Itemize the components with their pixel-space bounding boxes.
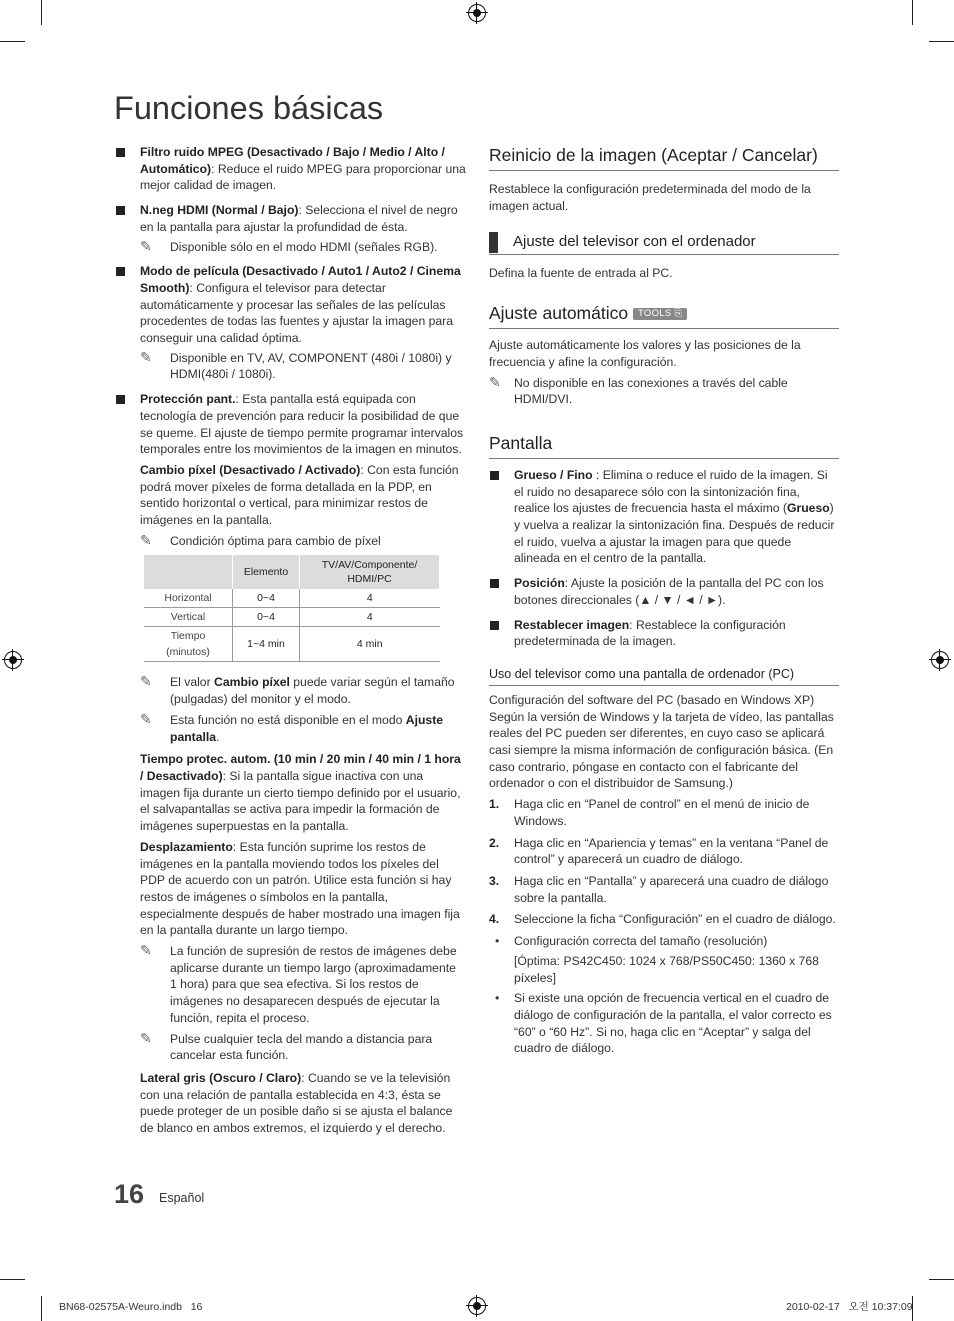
list-item: • Configuración correcta del tamaño (resolución) [495, 934, 768, 949]
note: ✎ No disponible en las conexiones a través del cable HDMI/DVI. [489, 373, 788, 407]
print-date: 2010-02-17 오전 10:37:09 [786, 1301, 913, 1313]
crop-mark [929, 41, 954, 42]
list-item: 2. Haga clic en “Apariencia y temas” en la ventana “Panel de control” y aparecerá un cuadro de diálogo. [489, 835, 829, 867]
list-item: 1. Haga clic en “Panel de control” en el menú de inicio de Windows. [489, 797, 810, 828]
pencil-note-icon: ✎ [489, 373, 501, 390]
table-header: TV/AV/Componente/ HDMI/PC [300, 555, 440, 589]
left-column: Filtro ruido MPEG (Desactivado / Bajo / Medio / Alto / Automático): Reduce el ruido MPEG para proporcionar una mejor calidad de imagen. N.neg HDMI (Normal / Bajo): Selecciona el nivel de negro en la pantalla para ajustar la profundidad de ésta. ✎ Disponible sólo en el modo HDMI (señales RGB). Modo de película (Desactivado / Auto1 / Auto2 / Cinema Smooth): Configura el televisor para detectar automáticamente y procesar las señales de las películas procedentes de todas las fuentes y ajustar la imagen para conseguir una calidad óptima. ✎ Disponible en TV, AV, COMPONENT (480i / 1080i) y HDMI(480i / 1080i). Protección pant.: Esta pantalla está equipada con tecnología de prevención para reducir la posibilidad de que se queme. El ajuste de tiempo permite programar intervalos temporales entre los movimientos de la imagen en minutos. Cambio píxel (Desactivado / Activado): Con esta función podrá mover píxeles de forma detallada en la PDP, en sentido horizontal o vertical, para minimizar restos de imágenes en la pantalla. ✎ Condición óptima para cambio de píxel Elemento TV/AV/Componente/ HDMI/PC Horizontal 0~4 4 Vertical 0~4 4 Tiempo (minutos) 1~4 min 4 min ✎ El valor Cambio píxel puede variar según el tamaño (pulgadas) del monitor y el modo. ✎ Esta función no está disponible en el modo Ajuste pantalla. Tiempo protec. autom. (10 min / 20 min / 40 min / 1 hora / Desactivado): Si la pantalla sigue inactiva con una imagen fija durante un cierto tiempo definido por el usuario, el salvapantallas se activa para impedir la formación de imágenes superpuestas en la pantalla. Desplazamiento: Esta función suprime los restos de imágenes en la pantalla moviendo todos los píxeles del PDP de acuerdo con un patrón. Utilice esta función si hay restos de imágenes o símbolos en la pantalla, especialmente después de haber mostrado una imagen fija en la pantalla durante un largo tiempo. ✎ La función de supresión de restos de imágenes debe aplicarse durante un tiempo largo (aproximadamente 1 hora) para que sea efectiva. Si los restos de imágenes no desaparecen después de ejecutar la función, repita el proceso. ✎ Pulse cualquier tecla del mando a distancia para cancelar esta función. Lateral gris (Oscuro / Claro): Cuando se ve la televisión con una relación de pantalla establecida en 4:3, ésta se puede proteger de un posible daño si se ajusta el balance de blanco en ambos extremos, el izquierdo y el derecho. [115, 144, 466, 1141]
list-item: Grueso / Fino : Elimina o reduce el ruido de la imagen. Si el ruido no desaparece sólo con la sintonización fina, realice los ajustes de frecuencia hasta el máximo (Grueso) y vuelva a realizar la sintonización fina. Después de reducir el ruido, vuelva a ajustar la imagen para que quede alineada en el centro de la pantalla. [489, 467, 839, 567]
section-heading-reinicio: Reinicio de la imagen (Aceptar / Cancelar) [489, 144, 839, 171]
bullet-square-icon [116, 148, 125, 157]
tools-button-icon: TOOLS ⎘ [633, 308, 687, 320]
pencil-note-icon: ✎ [140, 710, 152, 727]
registration-mark-icon [468, 1297, 486, 1315]
list-item: Filtro ruido MPEG (Desactivado / Bajo / Medio / Alto / Automático): Reduce el ruido MPEG para proporcionar una mejor calidad de imagen. [115, 144, 466, 194]
list-item: N.neg HDMI (Normal / Bajo): Selecciona el nivel de negro en la pantalla para ajustar la profundidad de ésta. ✎ Disponible sólo en el modo HDMI (señales RGB). [115, 202, 466, 255]
note: ✎ Condición óptima para cambio de píxel [140, 531, 381, 548]
crop-mark [0, 41, 25, 42]
crop-mark [912, 0, 913, 25]
note: ✎ Pulse cualquier tecla del mando a distancia para cancelar esta función. [140, 1029, 433, 1063]
section-heading-ajuste-pc: Ajuste del televisor con el ordenador [489, 232, 839, 255]
list-item: Protección pant.: Esta pantalla está equipada con tecnología de prevención para reducir la posibilidad de que se queme. El ajuste de tiempo permite programar intervalos temporales entre los movimientos de la imagen en minutos. Cambio píxel (Desactivado / Activado): Con esta función podrá mover píxeles de forma detallada en la PDP, en sentido horizontal o vertical, para minimizar restos de imágenes en la pantalla. ✎ Condición óptima para cambio de píxel [115, 391, 466, 549]
table-row: Vertical 0~4 4 [144, 608, 440, 627]
registration-mark-icon [931, 651, 949, 669]
list-item: 3. Haga clic en “Pantalla” y aparecerá una cuadro de diálogo sobre la pantalla. [489, 873, 829, 905]
list-item: 4. Seleccione la ficha “Configuración” en el cuadro de diálogo. [489, 912, 836, 927]
page-language: Español [159, 1191, 205, 1205]
note: ✎ El valor Cambio píxel puede variar según el tamaño (pulgadas) del monitor y el modo. [140, 673, 455, 707]
bullet-square-icon [490, 579, 499, 588]
registration-mark-icon [4, 651, 22, 669]
bullet-dot-icon: • [495, 934, 500, 949]
table-row: Tiempo (minutos) 1~4 min 4 min [144, 627, 440, 662]
note: ✎ Esta función no está disponible en el modo Ajuste pantalla. [140, 710, 444, 744]
crop-mark [0, 1279, 25, 1280]
resolution-detail: [Óptima: PS42C450: 1024 x 768/PS50C450: 1360 x 768 píxeles] [514, 953, 819, 985]
pencil-note-icon: ✎ [140, 237, 152, 254]
pencil-note-icon: ✎ [140, 1029, 152, 1046]
section-heading-uso-pc: Uso del televisor como una pantalla de ordenador (PC) [489, 666, 839, 686]
pencil-note-icon: ✎ [140, 942, 152, 959]
bullet-square-icon [116, 395, 125, 404]
section-heading-pantalla: Pantalla [489, 432, 839, 459]
page-title: Funciones básicas [114, 90, 384, 126]
list-item: Posición: Ajuste la posición de la pantalla del PC con los botones direccionales (▲ / ▼ / ◄ / ►). [489, 575, 839, 608]
bullet-square-icon [490, 471, 499, 480]
crop-mark [929, 1279, 954, 1280]
table-header [144, 555, 233, 589]
note: ✎ Disponible sólo en el modo HDMI (señales RGB). [140, 237, 438, 254]
table-row: Horizontal 0~4 4 [144, 589, 440, 608]
list-item: • Si existe una opción de frecuencia vertical en el cuadro de diálogo de configuración de la pantalla, el valor correcto es “60” o “60 Hz”. Si no, haga clic en “Aceptar” y salga del cuadro de diálogo. [495, 991, 832, 1056]
registration-mark-icon [468, 4, 486, 22]
page-number: 16 [114, 1179, 145, 1209]
file-info: BN68-02575A-Weuro.indb 16 [59, 1301, 203, 1313]
pencil-note-icon: ✎ [140, 348, 152, 365]
table-header: Elemento [233, 555, 300, 589]
section-heading-ajuste-automatico: Ajuste automático TOOLS ⎘ [489, 302, 839, 329]
pencil-note-icon: ✎ [140, 531, 152, 548]
bullet-square-icon [116, 267, 125, 276]
crop-mark [41, 1296, 42, 1321]
heading-bar-icon [489, 232, 498, 253]
note: ✎ La función de supresión de restos de imágenes debe aplicarse durante un tiempo largo (aproximadamente 1 hora) para que sea efectiva. Si los restos de imágenes no desaparecen después de ejecutar la función, repita el proceso. [140, 942, 457, 1025]
bullet-square-icon [490, 621, 499, 630]
pencil-note-icon: ✎ [140, 673, 152, 690]
crop-mark [41, 0, 42, 25]
bullet-dot-icon: • [495, 991, 500, 1006]
list-item: Modo de película (Desactivado / Auto1 / Auto2 / Cinema Smooth): Configura el televisor para detectar automáticamente y procesar las señales de las películas procedentes de todas las fuentes y ajustar la imagen para conseguir una calidad óptima. ✎ Disponible en TV, AV, COMPONENT (480i / 1080i) y HDMI(480i / 1080i). [115, 263, 466, 383]
bullet-square-icon [116, 206, 125, 215]
pixel-shift-table [144, 555, 440, 662]
right-column: Reinicio de la imagen (Aceptar / Cancelar) Restablece la configuración predeterminada del modo de la imagen actual. Ajuste del televisor con el ordenador Defina la fuente de entrada al PC. Ajuste automático TOOLS ⎘ Ajuste automáticamente los valores y las posiciones de la frecuencia y afine la configuración. ✎ No disponible en las conexiones a través del cable HDMI/DVI. Pantalla Grueso / Fino : Elimina o reduce el ruido de la imagen. Si el ruido no desaparece sólo con la sintonización fina, realice los ajustes de frecuencia hasta el máximo (Grueso) y vuelva a realizar la sintonización fina. Después de reducir el ruido, vuelva a ajustar la imagen para que quede alineada en el centro de la pantalla. Posición: Ajuste la posición de la pantalla del PC con los botones direccionales (▲ / ▼ / ◄ / ►). Restablecer imagen: Restablece la configuración predeterminada de la imagen. Uso del televisor como una pantalla de ordenador (PC) Configuración del software del PC (basado en Windows XP) Según la versión de Windows y la tarjeta de vídeo, las pantallas reales del PC pueden ser diferentes, en cuyo caso se aplicará casi siempre la misma información de configuración básica. (En caso contrario, póngase en contacto con el fabricante del ordenador o con el distribuidor de Samsung.) 1. Haga clic en “Panel de control” en el menú de inicio de Windows. 2. Haga clic en “Apariencia y temas” en la ventana “Panel de control” y aparecerá un cuadro de diálogo. 3. Haga clic en “Pantalla” y aparecerá una cuadro de diálogo sobre la pantalla. 4. Seleccione la ficha “Configuración” en el cuadro de diálogo. • Configuración correcta del tamaño (resolución) [Óptima: PS42C450: 1024 x 768/PS50C450: 1360 x 768 píxeles] • Si existe una opción de frecuencia vertical en el cuadro de diálogo de configuración de la pantalla, el valor correcto es “60” o “60 Hz”. Si no, haga clic en “Aceptar” y salga del cuadro de diálogo. [489, 144, 839, 1060]
list-item: Restablecer imagen: Restablece la configuración predeterminada de la imagen. [489, 617, 839, 650]
note: ✎ Disponible en TV, AV, COMPONENT (480i / 1080i) y HDMI(480i / 1080i). [140, 348, 452, 382]
